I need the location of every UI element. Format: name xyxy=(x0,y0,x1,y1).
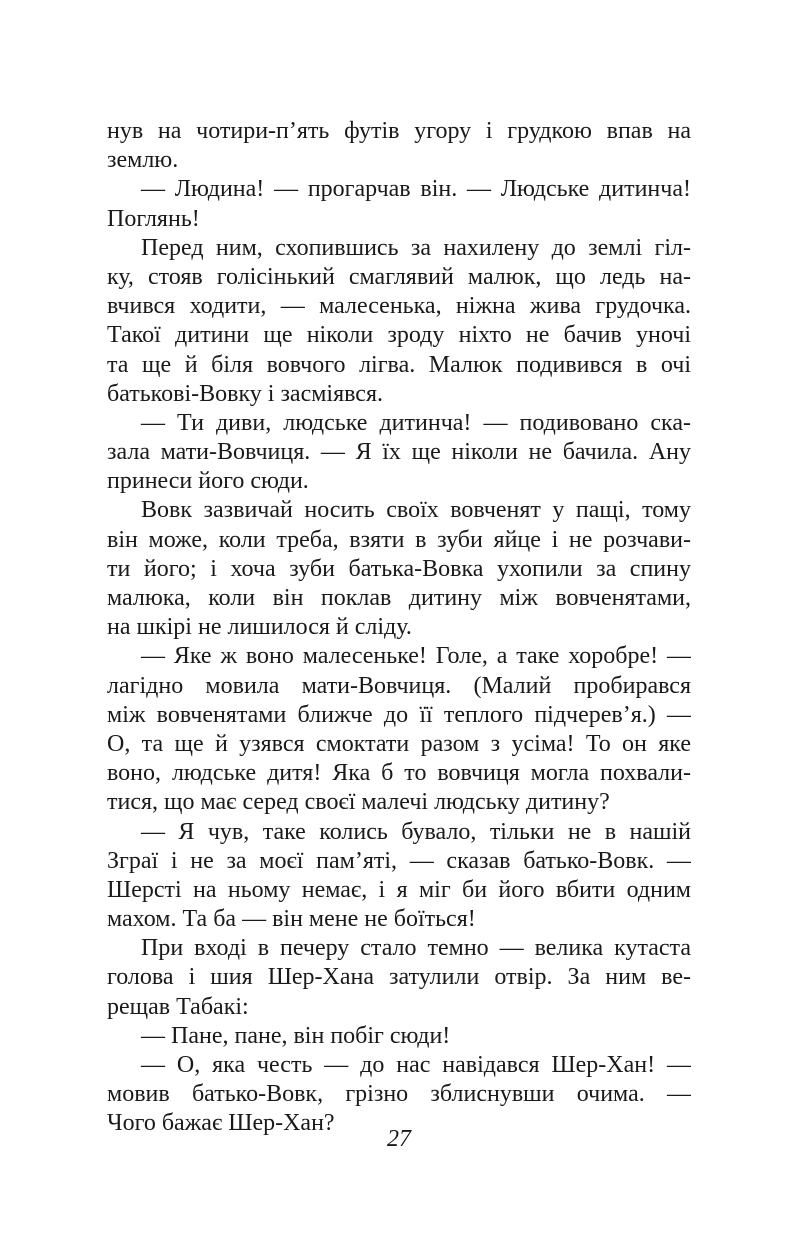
text-line: — Ти диви, людське дитинча! — подивовано ска- xyxy=(141,409,691,436)
text-line: При вході в печеру стало темно — велика кутаста xyxy=(141,935,691,962)
text-line: рещав Табакі: xyxy=(107,993,249,1020)
paragraph xyxy=(107,234,691,409)
text-line: — Пане, пане, він побіг сюди! xyxy=(141,1022,451,1049)
paragraph xyxy=(107,175,691,233)
text-line: Перед ним, схопившись за нахилену до землі гіл- xyxy=(141,234,691,261)
text-line: лагідно мовила мати-Вовчиця. (Малий пробирався xyxy=(107,672,691,699)
paragraph xyxy=(107,934,691,1022)
text-line: між вовченятами ближче до її теплого підчерев’я.) — xyxy=(107,701,691,728)
text-line: на шкірі не лишилося й сліду. xyxy=(107,614,412,641)
paragraph xyxy=(107,1022,691,1051)
paragraph xyxy=(107,642,691,817)
text-line: він може, коли треба, взяти в зуби яйце і не розчави- xyxy=(107,526,691,553)
text-line: Такої дитини ще ніколи зроду ніхто не бачив уночі xyxy=(107,322,691,349)
text-line: — О, яка честь — до нас навідався Шер-Хан! — xyxy=(141,1052,691,1078)
text-line: принеси його сюди. xyxy=(107,468,309,495)
body-text xyxy=(107,117,691,1139)
text-line: ти його; і хоча зуби батька-Вовка ухопили за спину xyxy=(107,555,691,582)
page-number: 27 xyxy=(387,1126,411,1152)
paragraph xyxy=(107,409,691,497)
text-line: Зграї і не за моєї пам’яті, — сказав батько-Вовк. — xyxy=(107,847,691,874)
text-line: мовив батько-Вовк, грізно зблиснувши очима. — xyxy=(107,1081,691,1108)
text-line: Шерсті на ньому немає, і я міг би його вбити одним xyxy=(107,876,691,903)
text-line: Чого бажає Шер-Хан? xyxy=(107,1110,335,1137)
text-line: голова і шия Шер-Хана затулили отвір. За ним ве- xyxy=(107,964,691,991)
text-line: воно, людське дитя! Яка б то вовчиця могла похвали- xyxy=(107,760,691,787)
text-line: ку, стояв голісінький смаглявий малюк, що ледь на- xyxy=(107,263,691,290)
text-line: Поглянь! xyxy=(107,205,200,232)
text-line: батькові-Вовку і засміявся. xyxy=(107,380,383,407)
text-line: тися, що має серед своєї малечі людську дитину? xyxy=(107,789,610,816)
text-line: нув на чотири-п’ять футів угору і грудкою впав на xyxy=(107,118,691,144)
text-line: — Я чув, таке колись бувало, тільки не в нашій xyxy=(141,818,691,845)
text-line: та ще й біля вовчого лігва. Малюк подивився в очі xyxy=(107,351,691,378)
text-line: махом. Та ба — він мене не боїться! xyxy=(107,906,476,933)
text-line: землю. xyxy=(107,147,179,174)
text-line: малюка, коли він поклав дитину між вовченятами, xyxy=(107,585,691,611)
text-line: — Людина! — прогарчав він. — Людське дитинча! xyxy=(141,176,691,203)
paragraph xyxy=(107,117,691,175)
paragraph xyxy=(107,818,691,935)
paragraph xyxy=(107,496,691,642)
text-line: О, та ще й узявся смоктати разом з усіма! То он яке xyxy=(107,730,691,757)
text-line: вчився ходити, — малесенька, ніжна жива грудочка. xyxy=(107,293,691,320)
text-line: — Яке ж воно малесеньке! Голе, а таке хоробре! — xyxy=(141,643,691,670)
text-line: Вовк зазвичай носить своїх вовченят у пащі, тому xyxy=(141,497,691,524)
text-line: зала мати-Вовчиця. — Я їх ще ніколи не бачила. Ану xyxy=(107,439,691,466)
